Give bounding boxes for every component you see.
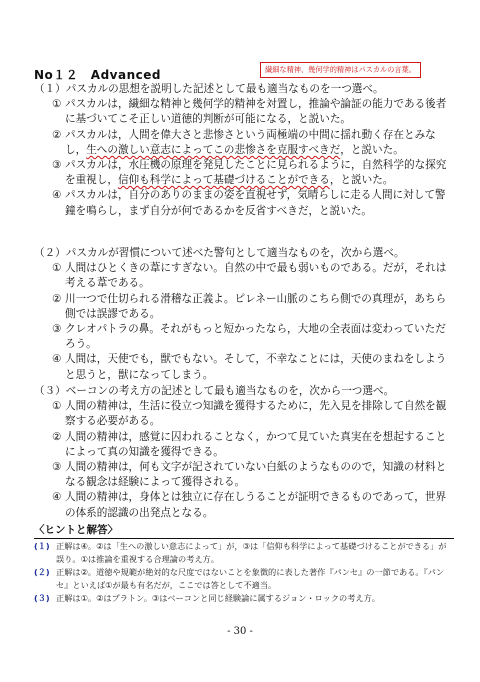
q3-option-4: [52, 490, 454, 520]
option-text: 人間の精神は，生活に役立つ知識を獲得するために，先入見を排除して自然を観察する必要がある。: [65, 400, 447, 428]
question-3: [34, 384, 454, 521]
option-text: 人間は，天使でも，獣でもない。そして，不幸なことには，天使のまねをしようと思うと，獣になってしまう。: [65, 353, 447, 381]
hint-number: (３): [34, 593, 50, 603]
option-text: クレオパトラの鼻。それがもっと短かったなら，大地の全表面は変わっていただろう。: [65, 323, 446, 351]
underlined-error: 信仰も科学によって基礎づけることができる: [117, 174, 330, 187]
question-2-options: [34, 261, 454, 383]
question-1: [34, 82, 454, 219]
option-text: 人間はひとくきの葦にすぎない。自然の中で最も弱いものである。だが，それは考える葦である。: [65, 262, 447, 290]
question-3-stem: （３）ベーコンの考え方の記述として最も適当なものを，次から一つ選べ。: [34, 385, 395, 397]
hint-2: [34, 566, 454, 592]
hint-3: [34, 592, 454, 605]
hint-number: (１): [34, 541, 50, 551]
option-number: ③: [52, 323, 62, 336]
question-2: [34, 246, 454, 383]
option-text: ，と説いた。: [340, 143, 404, 156]
hint-text: 正解は②。道徳や規範が絶対的な尺度ではないことを象徴的に表した著作『パンセ』の一節である。『パンセ』といえば①が最も有名だが，ここでは答として不適当。: [56, 567, 445, 590]
q3-option-2: [52, 430, 454, 460]
option-number: ④: [52, 491, 62, 504]
q1-option-2: [52, 128, 454, 158]
question-1-options: [34, 97, 454, 219]
option-number: ①: [52, 98, 62, 111]
option-number: ②: [52, 430, 62, 443]
option-text: 人間の精神は，感覚に囚われることなく，かつて見ていた真実在を想起することによって真の知識を獲得できる。: [65, 430, 447, 458]
page-number: - 30 -: [227, 626, 253, 637]
hint-text: 正解は①。②はプラトン。③はベーコンと同じ経験論に属するジョン・ロックの考え方。: [56, 593, 380, 603]
option-text: 人間の精神は，身体とは独立に存在しうることが証明できるものであって，世界の体系的認識の出発点となる。: [65, 491, 447, 519]
option-text: パスカルは，水圧機の原理を発見したことに見られるように，自然科学的な探究を重視し，: [65, 159, 447, 187]
question-1-stem: （１）パスカルの思想を説明した記述として最も適当なものを一つ選べ。: [34, 83, 384, 95]
q2-option-1: [52, 261, 454, 291]
option-text: ，と説いた。: [329, 174, 394, 187]
hints-title: 〈ヒントと解答〉: [34, 524, 118, 536]
option-number: ①: [52, 400, 62, 413]
q2-option-2: [52, 292, 454, 322]
option-number: ②: [52, 292, 62, 305]
option-number: ①: [52, 262, 62, 275]
q2-option-3: [52, 322, 454, 352]
hint-number: (２): [34, 567, 50, 577]
option-text: パスカルは，人間を偉大さと悲惨さという両極端の中間に揺れ動く存在とみなし，: [65, 128, 436, 156]
question-2-stem: （２）パスカルが習慣について述べた警句として適当なものを，次から選べ。: [34, 247, 405, 259]
option-text: パスカルは，繊細な精神と幾何学的精神を対置し，推論や論証の能力である後者に基づいてこそ正しい道徳的判断が可能になる，と説いた。: [65, 98, 447, 126]
question-3-options: [34, 399, 454, 521]
question-number: No１２ Advanced: [34, 68, 161, 82]
hint-1: [34, 540, 454, 566]
q3-option-3: [52, 460, 454, 490]
option-number: ②: [52, 128, 62, 141]
q1-option-4: [52, 188, 454, 218]
hints-body: [34, 540, 454, 605]
q1-option-1: [52, 97, 454, 127]
q2-option-4: [52, 352, 454, 382]
option-number: ④: [52, 189, 62, 202]
option-number: ④: [52, 353, 62, 366]
option-number: ③: [52, 159, 62, 172]
option-number: ③: [52, 461, 62, 474]
option-text: 川一つで仕切られる滑稽な正義よ。ピレネー山脈のこちら側での真理が，あちら側では誤謬である。: [65, 292, 447, 320]
option-text: パスカルは，自分のありのままの姿を直視せず，気晴らしに走る人間に対して警鐘を鳴らし，まず自分が何であるかを反省すべきだ，と説いた。: [65, 189, 446, 217]
hints-heading: [34, 522, 454, 539]
option-text: 人間の精神は，何も文字が記されていない白紙のようなものので，知識の材料となる観念は経験によって獲得される。: [65, 461, 447, 489]
q1-option-3: [52, 158, 454, 188]
q3-option-1: [52, 399, 454, 429]
margin-note: 繊細な精神、幾何学的精神はパスカルの言葉。: [260, 62, 421, 78]
hint-text: 正解は④。②は「生への激しい意志によって」が，③は「信仰も科学によって基礎づけることができる」が誤り。①は推論を重視する合理論の考え方。: [56, 541, 447, 564]
underlined-error: 生への激しい意志によってこの悲惨さを克服すべきだ: [86, 143, 341, 156]
